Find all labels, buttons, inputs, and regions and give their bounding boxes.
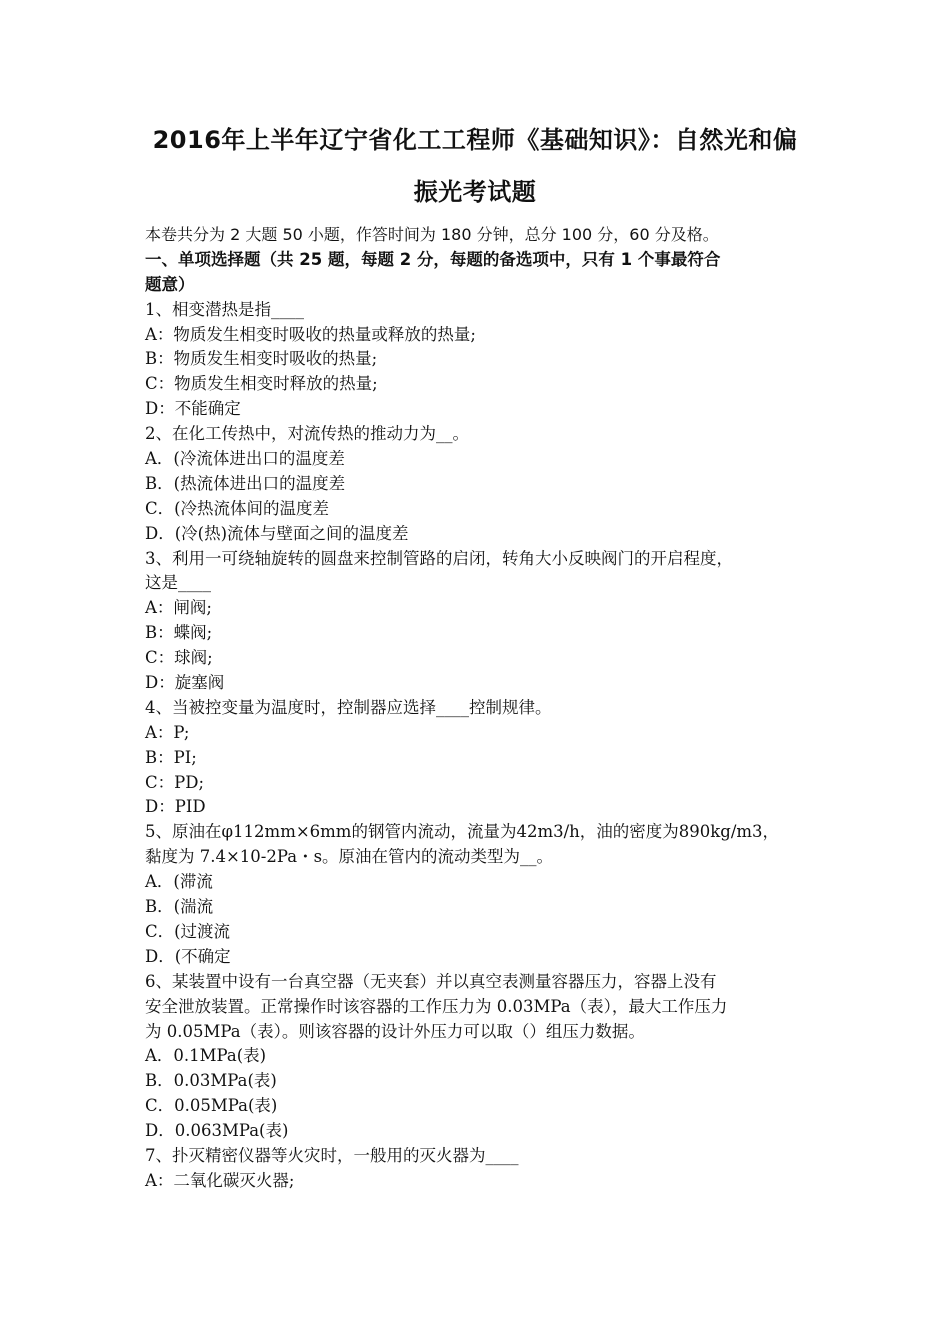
question-text: 7、扑灭精密仪器等火灾时，一般用的灭火器为____ [145, 1145, 519, 1165]
answer-option: B：蝶阀; [145, 623, 213, 643]
answer-option: A．0.1MPa(表) [145, 1046, 267, 1066]
question-2 [145, 422, 815, 546]
question-6 [145, 970, 815, 1144]
answer-option: D：旋塞阀 [145, 673, 225, 693]
answer-option: A．(滞流 [145, 872, 213, 892]
answer-option: D．(不确定 [145, 946, 231, 966]
question-7 [145, 1144, 815, 1194]
question-5 [145, 820, 815, 969]
answer-option: C：PD; [145, 772, 205, 792]
answer-option: D．0.063MPa(表) [145, 1121, 289, 1141]
answer-option: B：PI; [145, 747, 197, 767]
answer-option: D．(冷(热)流体与壁面之间的温度差 [145, 523, 409, 543]
question-text: 2、在化工传热中，对流传热的推动力为__。 [145, 424, 469, 444]
answer-option: A．(冷流体进出口的温度差 [145, 449, 345, 469]
question-text-continued: 为 0.05MPa（表）。则该容器的设计外压力可以取（）组压力数据。 [145, 1021, 645, 1041]
question-4 [145, 696, 815, 820]
answer-option: C：物质发生相变时释放的热量; [145, 374, 378, 394]
answer-option: B．(湍流 [145, 897, 214, 917]
answer-option: C．(冷热流体间的温度差 [145, 498, 330, 518]
question-3 [145, 547, 815, 696]
answer-option: A：闸阀; [145, 598, 212, 618]
document-title-line-1: 2016年上半年辽宁省化工工程师《基础知识》：自然光和偏 [152, 126, 798, 154]
exam-intro: 本卷共分为 2 大题 50 小题，作答时间为 180 分钟，总分 100 分，60 分及格。 [145, 225, 719, 244]
question-text-continued: 安全泄放装置。正常操作时该容器的工作压力为 0.03MPa（表），最大工作压力 [145, 996, 728, 1016]
answer-option: D：PID [145, 797, 206, 817]
question-text: 4、当被控变量为温度时，控制器应选择____控制规律。 [145, 697, 552, 717]
answer-option: C：球阀; [145, 648, 213, 668]
section-heading-line-1: 一、单项选择题（共 25 题，每题 2 分，每题的备选项中，只有 1 个事最符合 [145, 249, 721, 269]
answer-option: D：不能确定 [145, 399, 241, 419]
question-1 [145, 298, 815, 422]
question-text-continued: 这是____ [145, 573, 211, 593]
question-text: 6、某装置中设有一台真空器（无夹套）并以真空表测量容器压力，容器上没有 [145, 971, 717, 991]
section-heading-line-2: 题意） [145, 274, 195, 294]
answer-option: B．0.03MPa(表) [145, 1071, 277, 1091]
question-text: 1、相变潜热是指____ [145, 299, 304, 319]
document-title-line-2: 振光考试题 [413, 178, 537, 206]
answer-option: A：二氧化碳灭火器; [145, 1170, 295, 1190]
question-text: 5、原油在φ112mm×6mm的钢管内流动，流量为42m3/h，油的密度为890kg/m3， [145, 822, 780, 842]
answer-option: B：物质发生相变时吸收的热量; [145, 349, 378, 369]
answer-option: B．(热流体进出口的温度差 [145, 473, 346, 493]
document-body [145, 223, 815, 1194]
answer-option: A：物质发生相变时吸收的热量或释放的热量; [145, 324, 476, 344]
answer-option: C．0.05MPa(表) [145, 1096, 278, 1116]
answer-option: A：P; [145, 722, 190, 742]
question-text: 3、利用一可绕轴旋转的圆盘来控制管路的启闭，转角大小反映阀门的开启程度， [145, 548, 733, 568]
answer-option: C．(过渡流 [145, 921, 231, 941]
question-text-continued: 黏度为 7.4×10-2Pa・s。原油在管内的流动类型为__。 [145, 847, 554, 867]
